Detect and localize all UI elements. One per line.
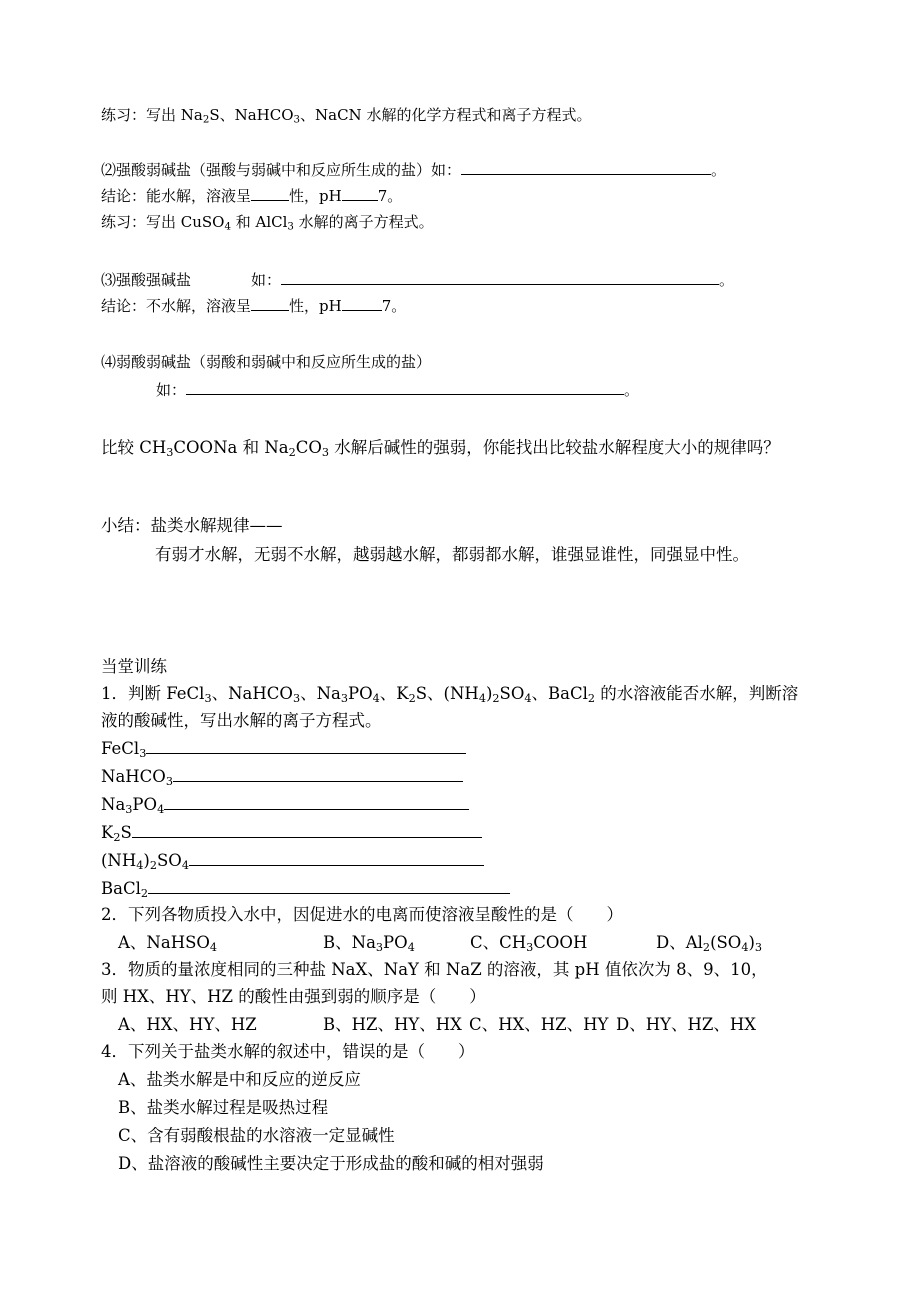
q1-na3po4: $Na_3PO_4$ bbox=[101, 794, 469, 816]
summary-rule: 有弱才水解，无弱不水解，越弱越水解，都弱都水解，谁强显谁性，同强显中性。 bbox=[155, 545, 749, 564]
q3-option-b[interactable]: B、HZ、HY、HX bbox=[323, 1015, 462, 1034]
q3-option-d[interactable]: D、HY、HZ、HX bbox=[616, 1015, 757, 1034]
item-4-weak-acid-weak-base: ⑷弱酸弱碱盐（弱酸和弱碱中和反应所生成的盐） bbox=[101, 353, 432, 371]
q1-nahco3: NaHCO$_3$ bbox=[101, 766, 463, 788]
q1-bacl2: BaCl$_2$ bbox=[101, 878, 510, 900]
q2-option-a[interactable]: A、NaHSO$_4$ bbox=[118, 933, 218, 954]
answer-blank[interactable] bbox=[146, 739, 466, 754]
answer-blank[interactable] bbox=[189, 851, 484, 866]
conclusion-2: 结论：能水解，溶液呈 性，pH 7。 bbox=[101, 187, 403, 205]
q3-option-c[interactable]: C、HX、HZ、HY bbox=[469, 1015, 609, 1034]
q3-option-a[interactable]: A、HX、HY、HZ bbox=[118, 1015, 257, 1034]
ph-blank[interactable] bbox=[342, 186, 378, 201]
answer-blank[interactable] bbox=[461, 160, 711, 175]
q1-k2s: $K_2S$ bbox=[101, 822, 482, 844]
nature-blank[interactable] bbox=[251, 296, 289, 311]
item-4-example: 如： 。 bbox=[156, 381, 640, 399]
ph-blank[interactable] bbox=[342, 296, 382, 311]
q4-option-a[interactable]: A、盐类水解是中和反应的逆反应 bbox=[118, 1070, 361, 1089]
answer-blank[interactable] bbox=[281, 270, 719, 285]
q1-fecl3: FeCl$_3$ bbox=[101, 738, 466, 760]
q4-option-b[interactable]: B、盐类水解过程是吸热过程 bbox=[118, 1098, 329, 1117]
nature-blank[interactable] bbox=[251, 186, 289, 201]
practice-1: 练习：写出 $Na_2S$、NaHCO$_3$、NaCN 水解的化学方程式和离子方程式。 bbox=[101, 106, 592, 126]
summary-title: 小结：盐类水解规律—— bbox=[101, 516, 283, 535]
q2-options bbox=[118, 932, 762, 954]
item-2-strong-acid-weak-base: ⑵强酸弱碱盐（强酸与弱碱中和反应所生成的盐）如： 。 bbox=[101, 161, 727, 179]
answer-blank[interactable] bbox=[132, 823, 482, 838]
q1-stem-line2: 液的酸碱性，写出水解的离子方程式。 bbox=[101, 711, 382, 730]
answer-blank[interactable] bbox=[173, 767, 463, 782]
answer-blank[interactable] bbox=[186, 380, 624, 395]
answer-blank[interactable] bbox=[148, 879, 510, 894]
q4-option-c[interactable]: C、含有弱酸根盐的水溶液一定显碱性 bbox=[118, 1126, 395, 1145]
q2-option-c[interactable]: C、$CH_3COOH$ bbox=[470, 933, 588, 954]
q3-stem-line2: 则 HX、HY、HZ 的酸性由强到弱的顺序是（ ） bbox=[101, 987, 486, 1006]
practice-2: 练习：写出 CuSO$_4$ 和 AlCl$_3$ 水解的离子方程式。 bbox=[101, 213, 434, 233]
training-title: 当堂训练 bbox=[101, 657, 167, 676]
q2-option-b[interactable]: B、$Na_3PO_4$ bbox=[323, 933, 415, 954]
q3-options bbox=[118, 1014, 756, 1036]
item-3-strong-acid-strong-base: ⑶强酸强碱盐 如： 。 bbox=[101, 271, 735, 289]
q4-stem: 4．下列关于盐类水解的叙述中，错误的是（ ） bbox=[101, 1042, 475, 1061]
compare-question: 比较 $CH_3COONa$ 和 $Na_2CO_3$ 水解后碱性的强弱，你能找出比较盐水解程度大小的规律吗？ bbox=[101, 438, 780, 459]
q1-stem-line1: 1．判断 FeCl$_3$、NaHCO$_3$、$Na_3PO_4$、$K_2S$、$(NH_4)_2SO_4$、BaCl$_2$ 的水溶液能否水解，判断溶 bbox=[101, 684, 799, 705]
q2-stem: 2．下列各物质投入水中，因促进水的电离而使溶液呈酸性的是（ ） bbox=[101, 905, 623, 924]
answer-blank[interactable] bbox=[164, 795, 469, 810]
q3-stem-line1: 3．物质的量浓度相同的三种盐 NaX、NaY 和 NaZ 的溶液，其 pH 值依次为 8、9、10， bbox=[101, 960, 768, 979]
q1-nh42so4: $(NH_4)_2SO_4$ bbox=[101, 850, 484, 872]
q2-option-d[interactable]: D、$Al_2(SO_4)_3$ bbox=[656, 933, 763, 954]
conclusion-3: 结论：不水解，溶液呈 性，pH 7。 bbox=[101, 297, 407, 315]
q4-option-d[interactable]: D、盐溶液的酸碱性主要决定于形成盐的酸和碱的相对强弱 bbox=[118, 1154, 544, 1173]
